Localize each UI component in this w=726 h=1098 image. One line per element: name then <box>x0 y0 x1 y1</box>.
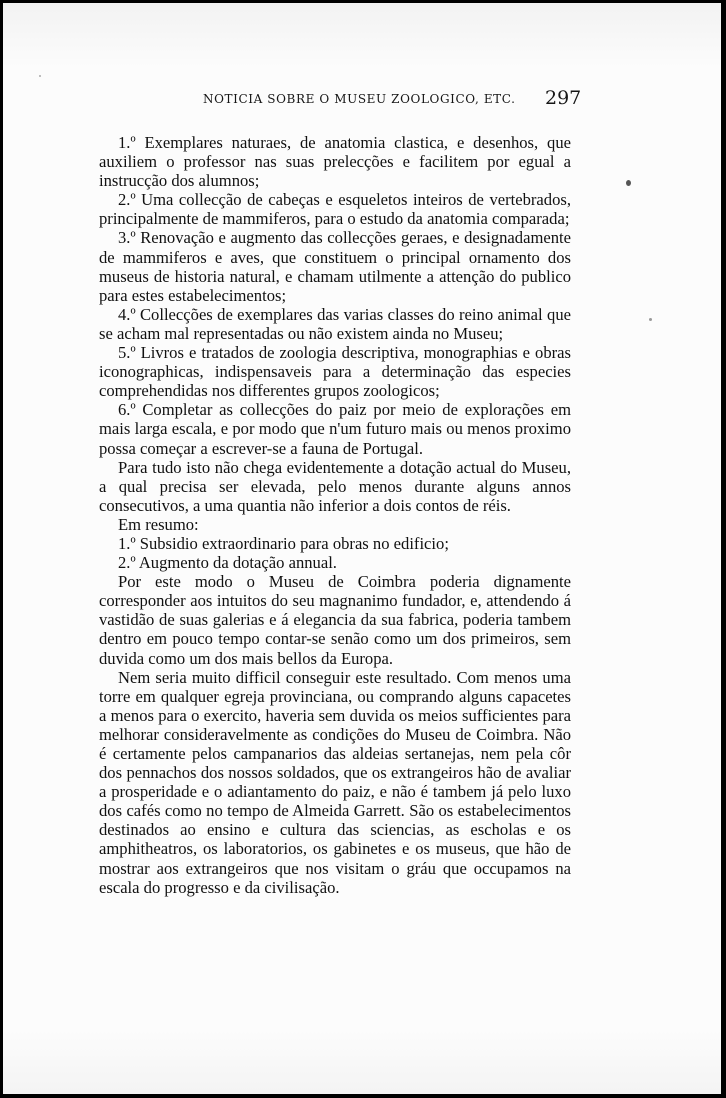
body-text <box>99 133 571 897</box>
running-head-title: NOTICIA SOBRE O MUSEU ZOOLOGICO, ETC. <box>203 92 516 106</box>
ink-speck <box>39 75 41 77</box>
paragraph-coimbra: Por este modo o Museu de Coimbra poderia dignamente corresponder aos intuitos do seu magnanimo fundador, e, attendendo á vastidão de suas galerias e á elegancia da sua fabrica, poderia tambem dentro em pouco tempo contar-se senão como um dos primeiros, sem duvida como um dos mais bellos da Europa. <box>99 572 571 668</box>
paragraph-item-1: 1.º Exemplares naturaes, de anatomia clastica, e desenhos, que auxiliem o professor nas suas prelecções e facilitem por egual a instrucção dos alumnos; <box>99 133 571 191</box>
page-number: 297 <box>545 87 582 109</box>
paragraph-funding: Para tudo isto não chega evidentemente a dotação actual do Museu, a qual precisa ser elevada, pelo menos durante alguns annos consecutivos, a uma quantia não inferior a dois contos de réis. <box>99 457 571 515</box>
book-page <box>3 3 721 1094</box>
ink-speck <box>649 318 652 321</box>
paragraph-item-6: 6.º Completar as collecções do paiz por meio de explorações em mais larga escala, e por modo que n'um futuro mais ou menos proximo possa começar a escrever-se a fauna de Portugal. <box>99 400 571 458</box>
paragraph-item-3: 3.º Renovação e augmento das collecções geraes, e designadamente de mammiferos e aves, que constituem o principal ornamento dos museus de historia natural, e chamam utilmente a attenção do publico para estes estabelecimentos; <box>99 228 571 305</box>
paragraph-summary-2: 2.º Augmento da dotação annual. <box>118 553 337 573</box>
paragraph-item-4: 4.º Collecções de exemplares das varias classes do reino animal que se acham mal representadas ou não existem ainda no Museu; <box>99 304 571 343</box>
paragraph-item-2: 2.º Uma collecção de cabeças e esqueletos inteiros de vertebrados, principalmente de mammiferos, para o estudo da anatomia comparada; <box>99 190 571 229</box>
paragraph-item-5: 5.º Livros e tratados de zoologia descriptiva, monographias e obras iconographicas, indispensaveis para a determinação das especies comprehendidas nos differentes grupos zoologicos; <box>99 343 571 401</box>
paragraph-conclusion: Nem seria muito difficil conseguir este resultado. Com menos uma torre em qualquer egreja provinciana, ou comprando alguns capacetes a menos para o exercito, haveria sem duvida os meios sufficientes para melhorar consideravelmente as condições do Museu de Coimbra. Não é certamente pelos campanarios das aldeias sertanejas, nem pela côr dos pennachos dos nossos soldados, que os extrangeiros hão de avaliar a prosperidade e o adiantamento do paiz, e não é tambem já pelo luxo dos cafés como no tempo de Almeida Garrett. São os estabelecimentos destinados ao ensino e cultura das sciencias, as escholas e os amphitheatros, os laboratorios, os gabinetes e os museus, que hão de mostrar aos extrangeiros que nos visitam o gráu que occupamos na escala do progresso e da civilisação. <box>99 667 571 897</box>
ink-speck <box>626 180 631 186</box>
paragraph-summary-heading: Em resumo: <box>118 514 199 534</box>
paragraph-summary-1: 1.º Subsidio extraordinario para obras no edificio; <box>118 533 449 553</box>
